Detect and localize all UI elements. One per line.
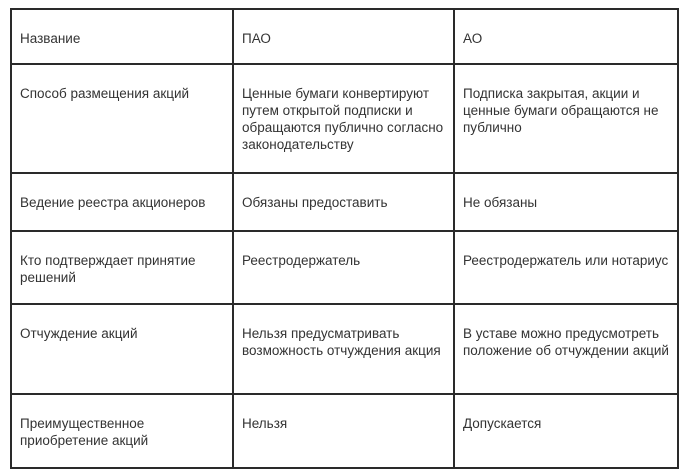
table-row — [11, 231, 678, 304]
table-cell: В уставе можно предусмотреть положение об отчуждении акций — [454, 304, 678, 394]
table-cell: Реестродержатель — [233, 231, 454, 304]
table-cell: Нельзя — [233, 394, 454, 468]
table-row — [11, 173, 678, 231]
table-cell: Обязаны предоставить — [233, 173, 454, 231]
table-cell: Подписка закрытая, акции и ценные бумаги обращаются не публично — [454, 64, 678, 173]
table-cell: Допускается — [454, 394, 678, 468]
table-cell: Реестродержатель или нотариус — [454, 231, 678, 304]
table-cell: Отчуждение акций — [11, 304, 233, 394]
table-row — [11, 394, 678, 468]
table-cell: Не обязаны — [454, 173, 678, 231]
table-cell: Ценные бумаги конвертируют путем открытой подписки и обращаются публично согласно законодательству — [233, 64, 454, 173]
table-cell: Кто подтверждает принятие решений — [11, 231, 233, 304]
table-row — [11, 304, 678, 394]
table-header-row — [11, 9, 678, 64]
header-cell: ПАО — [233, 9, 454, 64]
table-cell: Преимущественное приобретение акций — [11, 394, 233, 468]
table-cell: Нельзя предусматривать возможность отчуждения акция — [233, 304, 454, 394]
header-cell: Название — [11, 9, 233, 64]
table-row — [11, 64, 678, 173]
header-cell: АО — [454, 9, 678, 64]
comparison-table — [10, 8, 679, 469]
table-cell: Способ размещения акций — [11, 64, 233, 173]
table-cell: Ведение реестра акционеров — [11, 173, 233, 231]
